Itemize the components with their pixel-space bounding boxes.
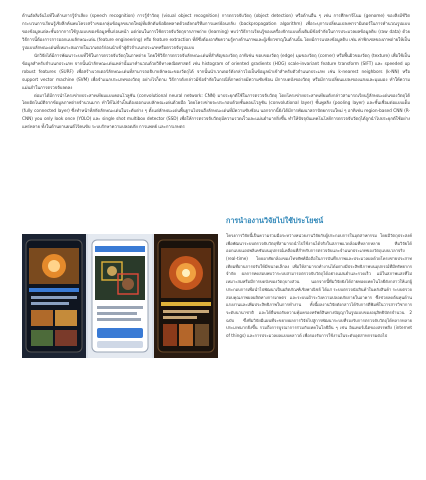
intro-paragraph: ต่อมาได้มีการนำโครงข่ายประสาทเทียมแบบคอนโวลูชัน (convolutional neural network: CNN) มาประยุกต์ใช้ในการตรวจจับวัตถุ โดยโครงข่ายประสาทเทียมดังกล่าวสามารถเรียนรู้ลักษณะเด่นของวัตถุได้โดยอัตโนมัติจากข้อมูลภาพถ่ายจำนวนมาก ทำให้ไม่จำเป็นต้องออกแบบลักษณะเด่นด้วยมือ โดยโครงข่ายจะประกอบด้วยชั้นคอนโวลูชัน (convolutional layer) ชั้นพูลลิง (pooling layer) และชั้นเชื่อมต่อแบบเต็ม (fully connected layer) ซึ่งทำหน้าที่สกัดลักษณะเด่นในระดับต่าง ๆ ตั้งแต่ลักษณะเด่นพื้นฐานไปจนถึงลักษณะเด่นที่มีความซับซ้อน นอกจากนี้ยังได้มีการพัฒนาสถาปัตยกรรมใหม่ ๆ อาทิเช่น region-based CNN (R-CNN) you only look once (YOLO) และ single shot multibox detector (SSD) เพื่อให้การตรวจจับวัตถุมีความรวดเร็วและแม่นยำมากยิ่งขึ้น ทำให้ปัจจุบันเทคโนโลยีการตรวจจับวัตถุได้ถูกนำไปประยุกต์ใช้อย่างแพร่หลาย ทั้งในด้านยานยนต์ไร้คนขับ ระบบรักษาความปลอดภัย การแพทย์ และการเกษตร <box>22 93 410 131</box>
intro-text <box>22 13 410 205</box>
intro-paragraph: ด้านอัลลิเจ้นไปที่ใบด้านการรู้จำเสียง (speech recognition) การรู้จำวัตถุ (visual object recognition) การตรวจจับวัตถุ (object detection) หรือด้านอื่น ๆ เช่น การศึกษาจีโนม (genome) ของสิ่งมีชีวิต กระบวนการเรียนรู้เชิงลึกค้นพบโครงสร้างของกลุ่มข้อมูลขนาดใหญ่ที่ผลักดันข้อผิดพลาดด้วยอัลกอริทึมการแพร่ย้อนกลับ (backpropagation algorithm) เพื่อระบุการเปลี่ยนแปลงพารามิเตอร์ในการคำนวณรูปแบบของข้อมูลแต่ละชั้นจากการใช้รูปแบบของข้อมูลชั้นก่อนหน้า แต่ก่อนในการใช้ตรวจจับวัตถุจากภาพถ่าย (learning) พบว่าวิธีการเรียนรู้ของเครื่องจักรแบบดั้งเดิมมีข้อจำกัดในการประมวลผลข้อมูลดิบ (raw data) ด้วยวิธีการนี้ต้องการการออกแบบลักษณะเด่น (feature engineering) หรือ feature extraction ที่ดีซึ่งต้องอาศัยความรู้ทางด้านภาพและผู้เชี่ยวชาญในด้านนั้น โดยมีการแปลงข้อมูลดิบ เช่น ค่าพิกเซลของภาพถ่ายให้เป็นรูปแบบลักษณะเด่นที่เหมาะสมภายในเวกเตอร์ก่อนนำเข้าสู่ตัวจำแนกประเภทหรือตรวจจับรูปแบบ <box>22 14 410 51</box>
app-screenshots-image <box>22 234 218 358</box>
section-body-text: โครงการวิจัยนี้เป็นความร่วมมือระหว่างหน่วยงานวิจัยกับผู้ประกอบการในอุตสาหกรรม โดยมีวัตถุประสงค์เพื่อพัฒนาระบบตรวจจับวัตถุที่สามารถนำไปใช้งานได้จริงในสภาพแวดล้อมที่หลากหลาย ทีมวิจัยได้ออกแบบแอปพลิเคชันบนอุปกรณ์เคลื่อนที่สำหรับการตรวจจับและจำแนกประเภทของวัตถุแบบเวลาจริง (real-time) โดยอาศัยกล้องของโทรศัพท์มือถือในการบันทึกภาพและประมวลผลด้วยโครงข่ายประสาทเทียมที่ผ่านการปรับให้มีขนาดเล็กลง เพื่อให้สามารถทำงานได้อย่างมีประสิทธิภาพบนอุปกรณ์ที่มีทรัพยากรจำกัด ผลการทดสอบพบว่าระบบสามารถตรวจจับวัตถุได้อย่างแม่นยำและรวดเร็ว แม้ในสภาพแสงที่ไม่เหมาะสมหรือมีการบดบังของวัตถุบางส่วน นอกจากนี้ทีมวิจัยยังได้ถ่ายทอดเทคโนโลยีดังกล่าวให้แก่ผู้ประกอบการเพื่อนำไปพัฒนาเป็นผลิตภัณฑ์เชิงพาณิชย์ ได้แก่ ระบบตรวจนับสินค้าในคลังสินค้า ระบบตรวจสอบคุณภาพผลผลิตทางการเกษตร และระบบเฝ้าระวังความปลอดภัยภายในอาคาร ซึ่งช่วยลดต้นทุนด้านแรงงานและเพิ่มประสิทธิภาพในการทำงาน ทั้งนี้ผลงานวิจัยดังกล่าวได้รับการตีพิมพ์ในวารสารวิชาการระดับนานาชาติ และได้ยื่นขอรับความคุ้มครองทรัพย์สินทางปัญญาในรูปแบบของอนุสิทธิบัตรจำนวน 2 ฉบับ ซึ่งทีมวิจัยมีแผนที่จะขยายผลการวิจัยไปสู่การพัฒนาระบบที่รองรับการตรวจจับวัตถุได้หลากหลายประเภทมากยิ่งขึ้น รวมถึงการบูรณาการร่วมกับเทคโนโลยีอื่น ๆ เช่น อินเทอร์เน็ตของสรรพสิ่ง (internet of things) และการประมวลผลแบบคลาวด์ เพื่อรองรับการใช้งานในระดับอุตสาหกรรมต่อไป <box>226 233 412 338</box>
phone-classification-icon <box>154 234 218 358</box>
phone-detection-icon <box>88 234 152 358</box>
intro-paragraph: นักวิจัยได้มีการพัฒนาระบบที่ใช้ในการตรวจจับวัตถุในภาพถ่าย โดยใช้วิธีการตรวจจับลักษณะเด่นที่สำคัญของวัตถุ อาทิเช่น ขอบของวัตถุ (edge) มุมของวัตถุ (corner) หรือพื้นผิวของวัตถุ (texture) เพื่อใช้เป็นข้อมูลสำหรับจำแนกประเภท จากนั้นนำลักษณะเด่นเหล่านั้นมาคำนวณด้วยวิธีทางคณิตศาสตร์ เช่น histogram of oriented gradients (HOG) scale-invariant feature transform (SIFT) และ speeded up robust features (SURF) เพื่อสร้างเวกเตอร์ลักษณะเด่นที่สามารถอธิบายลักษณะของวัตถุได้ จากนั้นนำเวกเตอร์ดังกล่าวไปเป็นข้อมูลนำเข้าสำหรับตัวจำแนกประเภท เช่น k-nearest neighbors (k-NN) หรือ support vector machine (SVM) เพื่อจำแนกประเภทของวัตถุ อย่างไรก็ตาม วิธีการดังกล่าวมีข้อจำกัดในกรณีที่ภาพถ่ายมีความซับซ้อน มีการบดบังของวัตถุ หรือมีการเปลี่ยนแปลงของแสงและมุมมอง ทำให้ความแม่นยำในการตรวจจับลดลง <box>22 53 410 91</box>
phone-camera-icon <box>22 234 86 358</box>
section-title: การนำองานวิจัยไปใช้ประโยชน์ <box>226 216 324 225</box>
